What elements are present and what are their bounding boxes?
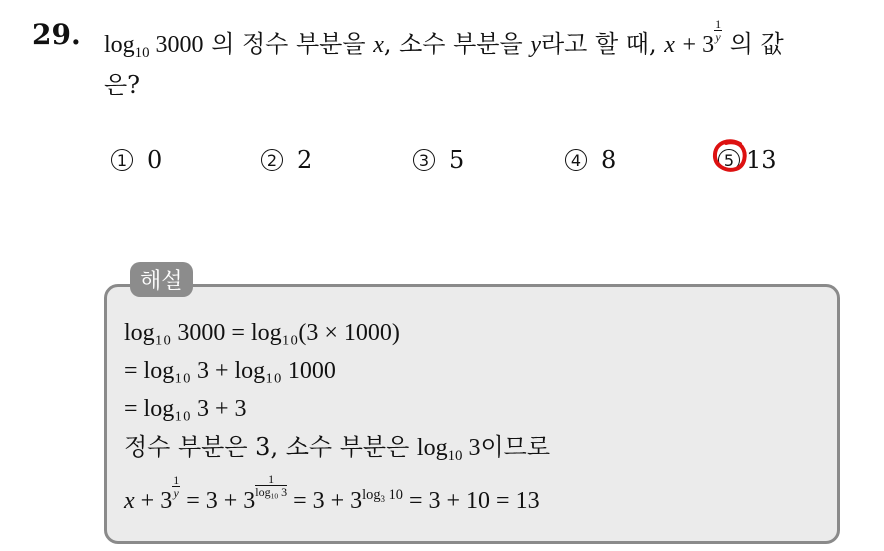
solution-text: 이므로 [480,433,551,461]
solution-line-5: x + 3 $\frac{1}{y}$ = 3 + 3 $\frac{1}{\log_{10} 3}$ = $3 + 3^{log_3 10} = 3 + 10 = 13$ [124,472,540,514]
question-number: 29. [32,18,81,51]
choice-mark: 3 [413,149,435,171]
explanation-body [124,314,550,520]
choice-value: 13 [746,146,777,174]
log-term: $\log_{10} 3$ [416,435,481,465]
question-text [104,18,864,105]
solution-text: = 3 + 3 [186,488,256,514]
var-x: x [664,31,675,58]
explanation-tag: 해설 [130,262,193,297]
choice-3[interactable] [413,146,464,174]
solution-text: 정수 부분은 3, 소수 부분은 [124,433,410,461]
solution-text: = 3 + 3 [293,488,363,514]
power-term: + 3 $\frac{1}{y}$ [682,17,722,58]
choice-5[interactable] [718,146,777,174]
choice-mark: 2 [261,149,283,171]
choice-4[interactable] [565,146,616,174]
choice-mark: 5 [718,149,740,171]
choice-value: 8 [601,146,617,174]
solution-text: = 3 + 10 = 13 [408,488,540,514]
solution-line-1: log₁₀ 3000 = log₁₀(3 × 1000) [124,320,400,346]
solution-line-4 [124,428,550,467]
question-phrase: 의 정수 부분을 [211,29,366,58]
var-y: y [530,31,541,58]
selected-answer-circle-icon [710,136,750,176]
log-term: $\log_{10} 3000$ [104,31,204,61]
choice-mark: 4 [565,149,587,171]
choice-2[interactable] [261,146,312,174]
var-x: x [373,31,384,58]
choice-value: 2 [297,146,313,174]
question-phrase: , 소수 부분을 [383,29,523,58]
choice-value: 0 [147,146,163,174]
question-phrase: 은? [104,70,141,99]
solution-line-3: = log₁₀ 3 + 3 [124,396,247,422]
choice-1[interactable] [111,146,162,174]
answer-choices [0,146,884,178]
choice-mark: 1 [111,149,133,171]
solution-line-2: = log₁₀ 3 + log₁₀ 1000 [124,358,336,384]
choice-value: 5 [449,146,465,174]
question-phrase: 라고 할 때, [540,29,657,58]
question-phrase: 의 값 [729,29,784,58]
